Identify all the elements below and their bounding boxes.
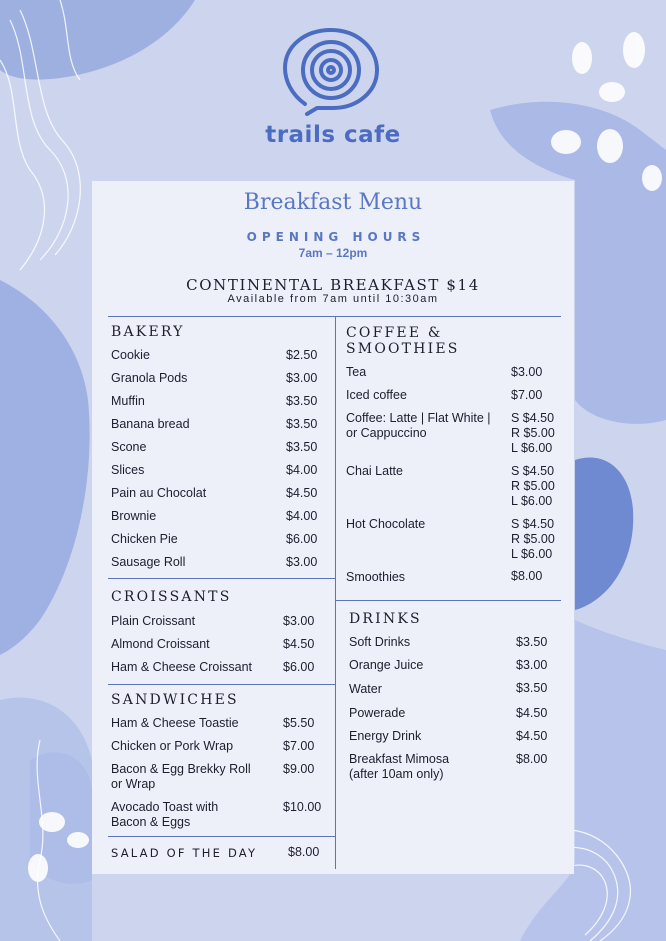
menu-item-name: Pain au Chocolat [111, 486, 207, 500]
menu-item-price: $7.00 [511, 388, 543, 402]
menu-item-name: Muffin [111, 394, 145, 408]
continental-note: Available from 7am until 10:30am [227, 293, 439, 305]
menu-item-price: $3.00 [511, 365, 543, 379]
menu-item-name: Slices [111, 463, 145, 477]
menu-item-price: $3.50 [516, 635, 548, 649]
salad-of-the-day: SALAD OF THE DAY [111, 846, 258, 860]
menu-item-name: Coffee: Latte | Flat White | or Cappuccino [346, 411, 491, 440]
menu-item-price: $6.00 [286, 532, 318, 546]
menu-item-price: $3.00 [286, 555, 318, 569]
menu-item-price: $3.00 [286, 371, 318, 385]
menu-item-name: Soft Drinks [349, 635, 411, 649]
menu-item-price: $9.00 [283, 762, 315, 776]
menu-item-name: Avocado Toast with Bacon & Eggs [111, 800, 219, 829]
menu-item-name: Orange Juice [349, 658, 424, 672]
divider [108, 836, 335, 837]
menu-item-price: $7.00 [283, 739, 315, 753]
menu-item-name: Energy Drink [349, 729, 422, 743]
menu-item-name: Scone [111, 440, 147, 454]
menu-item-name: Chai Latte [346, 464, 403, 478]
menu-item-name: Tea [346, 365, 367, 379]
menu-item-name: Hot Chocolate [346, 517, 426, 531]
menu-item-price: $4.00 [286, 463, 318, 477]
menu-item-price: $4.00 [286, 509, 318, 523]
menu-item-price: $3.50 [286, 440, 318, 454]
menu-item-price: $3.00 [283, 614, 315, 628]
menu-item-name: Ham & Cheese Toastie [111, 716, 239, 730]
brand-name: trails cafe [265, 122, 401, 148]
menu-item-price: $4.50 [516, 706, 548, 720]
menu-item-name: Ham & Cheese Croissant [111, 660, 253, 674]
menu-item-name: Smoothies [346, 570, 406, 584]
menu-item-price: $3.50 [286, 417, 318, 431]
menu-item-name: Bacon & Egg Brekky Roll or Wrap [111, 762, 251, 791]
menu-item-name: Water [349, 682, 382, 696]
menu-item-name: Plain Croissant [111, 614, 196, 628]
menu-item-price: $10.00 [283, 800, 322, 814]
menu-item-price: $6.00 [283, 660, 315, 674]
menu-item-price: $3.50 [516, 681, 548, 695]
menu-item-price: $4.50 [283, 637, 315, 651]
menu-item-name: Sausage Roll [111, 555, 186, 569]
menu-item-name: Brownie [111, 509, 157, 523]
continental-breakfast: CONTINENTAL BREAKFAST $14 [186, 276, 480, 294]
menu-item-price: $5.50 [283, 716, 315, 730]
croissants-heading: CROISSANTS [111, 589, 232, 605]
sandwiches-heading: SANDWICHES [111, 692, 239, 708]
divider [108, 578, 335, 579]
menu-title: Breakfast Menu [243, 190, 423, 215]
menu-item-price: $4.50 [516, 729, 548, 743]
menu-item-name: Breakfast Mimosa (after 10am only) [349, 752, 450, 781]
divider [336, 600, 561, 601]
menu-item-price: $8.00 [516, 752, 548, 766]
menu-item-name: Almond Croissant [111, 637, 210, 651]
menu-item-name: Granola Pods [111, 371, 188, 385]
opening-hours-label: OPENING HOURS [246, 230, 426, 244]
menu-item-name: Powerade [349, 706, 406, 720]
brand-logo [0, 28, 666, 148]
menu-item-price: $2.50 [286, 348, 318, 362]
menu-item-price: $8.00 [511, 569, 543, 583]
menu-item-name: Chicken or Pork Wrap [111, 739, 234, 753]
menu-item-name: Iced coffee [346, 388, 407, 402]
menu-item-price: S $4.50 R $5.00 L $6.00 [511, 464, 555, 508]
drinks-heading: DRINKS [349, 611, 422, 627]
menu-item-price: $3.50 [286, 394, 318, 408]
bakery-heading: BAKERY [111, 324, 185, 340]
column-divider [335, 316, 336, 869]
opening-hours: 7am – 12pm [298, 246, 368, 260]
menu-item-price: S $4.50 R $5.00 L $6.00 [511, 517, 555, 561]
coffee-heading: COFFEE & SMOOTHIES [346, 325, 460, 357]
menu-item-price: S $4.50 R $5.00 L $6.00 [511, 411, 555, 455]
spiral-cup-icon [283, 28, 383, 116]
menu-item-price: $4.50 [286, 486, 318, 500]
menu-item-price: $3.00 [516, 658, 548, 672]
divider [108, 684, 335, 685]
menu-item-name: Chicken Pie [111, 532, 178, 546]
salad-price: $8.00 [288, 845, 320, 859]
menu-item-name: Banana bread [111, 417, 190, 431]
menu-item-name: Cookie [111, 348, 150, 362]
